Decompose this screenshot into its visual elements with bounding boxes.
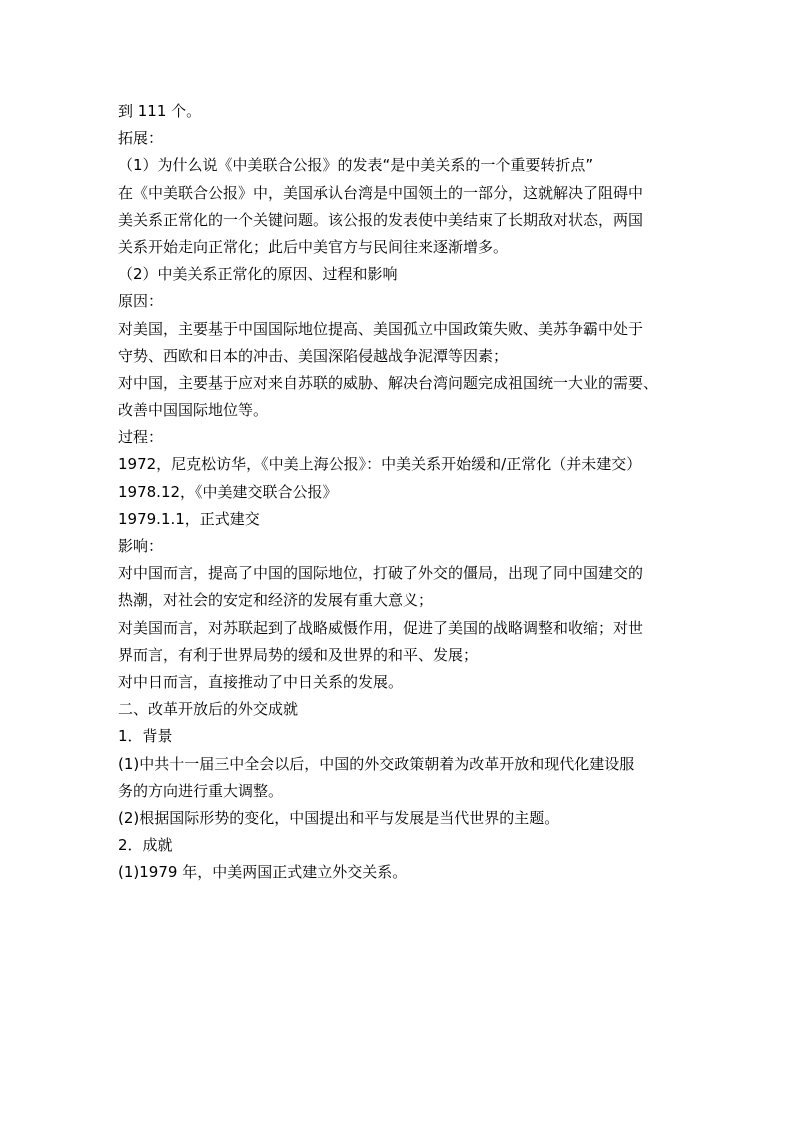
text-line: 务的方向进行重大调整。 <box>118 781 284 800</box>
section-heading: 二、改革开放后的外交成就 <box>118 700 299 719</box>
text-line: 对中国而言，提高了中国的国际地位，打破了外交的僵局，出现了同中国建交的 <box>118 564 644 583</box>
text-line: 到 111 个。 <box>118 102 202 120</box>
subsection-heading: 2．成就 <box>118 836 173 855</box>
text-line: 在《中美联合公报》中，美国承认台湾是中国领土的一部分，这就解决了阻碍中 <box>118 183 644 202</box>
text-line: 美关系正常化的一个关键问题。该公报的发表使中美结束了长期敌对状态，两国 <box>118 210 644 229</box>
text-line: 热潮，对社会的安定和经济的发展有重大意义； <box>118 591 434 610</box>
section-label-impact: 影响： <box>118 537 164 555</box>
text-line: 改善中国国际地位等。 <box>118 401 269 420</box>
text-line: (1)1979 年，中美两国正式建立外交关系。 <box>118 863 408 882</box>
timeline-item: 1972，尼克松访华，《中美上海公报》：中美关系开始缓和/正常化（并未建交） <box>118 455 642 474</box>
section-label-cause: 原因： <box>118 292 164 311</box>
document-body <box>118 98 678 886</box>
section-label-expand: 拓展： <box>118 129 164 148</box>
text-line: 对美国而言，对苏联起到了战略威慑作用，促进了美国的战略调整和收缩；对世 <box>118 618 644 637</box>
text-line: 关系开始走向正常化；此后中美官方与民间往来逐渐增多。 <box>118 237 509 256</box>
section-label-process: 过程： <box>118 428 164 447</box>
text-line: 对中日而言，直接推动了中日关系的发展。 <box>118 672 404 691</box>
timeline-item: 1978.12，《中美建交联合公报》 <box>118 482 338 501</box>
text-line: 界而言，有利于世界局势的缓和及世界的和平、发展； <box>118 645 479 664</box>
text-line: 守势、西欧和日本的冲击、美国深陷侵越战争泥潭等因素； <box>118 346 509 365</box>
text-line: (2)根据国际形势的变化，中国提出和平与发展是当代世界的主题。 <box>118 808 560 827</box>
text-line: (1)中共十一届三中全会以后，中国的外交政策朝着为改革开放和现代化建设服 <box>118 754 635 773</box>
question-heading: （2）中美关系正常化的原因、过程和影响 <box>118 265 398 284</box>
question-heading: （1）为什么说《中美联合公报》的发表“是中美关系的一个重要转折点” <box>118 156 594 175</box>
subsection-heading: 1．背景 <box>118 727 173 746</box>
timeline-item: 1979.1.1，正式建交 <box>118 509 260 528</box>
text-line: 对美国，主要基于中国国际地位提高、美国孤立中国政策失败、美苏争霸中处于 <box>118 319 644 338</box>
text-line: 对中国，主要基于应对来自苏联的威胁、解决台湾问题完成祖国统一大业的需要、 <box>118 373 659 392</box>
